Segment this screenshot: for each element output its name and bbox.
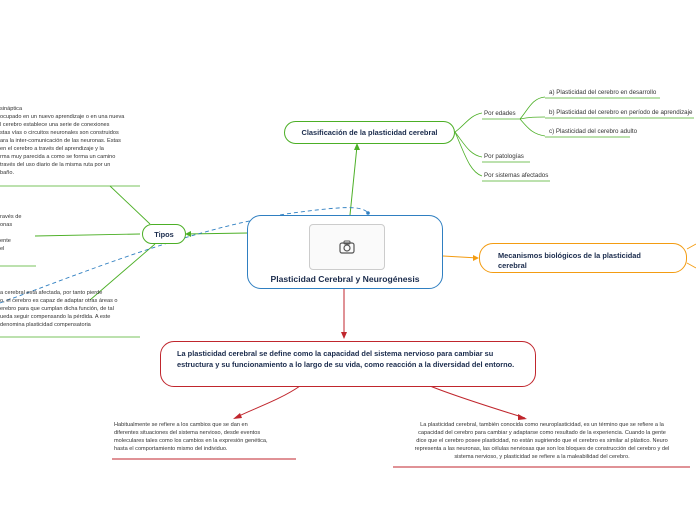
edad-item-a[interactable]: a) Plasticidad del cerebro en desarrollo — [549, 89, 657, 96]
image-placeholder — [309, 224, 385, 270]
mecanismos-title: Mecanismos biológicos de la plasticidad cerebral — [498, 251, 641, 270]
edad-item-c[interactable]: c) Plasticidad del cerebro adulto — [549, 128, 638, 135]
central-title: Plasticidad Cerebral y Neurogénesis — [270, 274, 420, 284]
mecanismos-node[interactable] — [479, 243, 687, 273]
connector-mecanismos-right2 — [687, 263, 696, 268]
edad-item-b[interactable]: b) Plasticidad del cerebro en período de aprendizaje — [549, 109, 693, 116]
connector-definition-left — [235, 386, 300, 418]
connector-edades-b — [520, 117, 545, 119]
connector-clas-sistemas — [455, 132, 482, 176]
bottom-right-text[interactable]: La plasticidad cerebral, también conocida como neuroplasticidad, es un término que se refiere a la capacidad del cerebro para cambiar y adaptarse como resultado de la experiencia. Cuando la gente dice que el cerebro posee plasticidad, no están sugiriendo que el cerebro es similar al plástico. Neuro representa a las neuronas, las células nerviosas que son los bloques de construcción del cerebro y del sistema nervioso, y plasticidad se refiere a la maleabilidad del cerebro. — [414, 422, 670, 460]
arrowhead — [518, 414, 527, 420]
arrowhead — [233, 413, 242, 419]
camera-icon — [339, 240, 355, 254]
connector-central-mecanismos — [443, 256, 478, 258]
clasificacion-node[interactable] — [284, 121, 455, 144]
connector-central-tipos — [186, 233, 248, 234]
por-edades-label[interactable]: Por edades — [484, 110, 516, 117]
connector-edades-a — [520, 97, 545, 119]
connector-central-clasificacion — [350, 146, 357, 215]
connector-clas-edades — [455, 113, 482, 132]
arrowhead — [354, 143, 360, 150]
arrowhead — [341, 332, 347, 339]
clasificacion-title: Clasificación de la plasticidad cerebral — [301, 128, 438, 137]
definition-node[interactable] — [160, 341, 536, 387]
tipos-compensatoria-text[interactable]: a cerebral está afectada, por tanto pierde o, el cerebro es capaz de adaptar otras áreas o erebro para que cumplan dicha función, de tal ueda seguir compensando la pérdida. A este denomina plasticidad compensatoria — [0, 290, 118, 328]
tipos-node[interactable] — [142, 224, 186, 244]
tipos-middle-text[interactable]: ravés de onas ente el — [0, 214, 22, 252]
connector-mecanismos-right1 — [687, 244, 696, 249]
central-topic-node[interactable] — [247, 215, 443, 289]
por-patologias-label[interactable]: Por patologías — [484, 153, 524, 160]
connector-definition-right — [430, 386, 525, 418]
tipos-title: Tipos — [154, 230, 174, 239]
connector-tipos-middle — [35, 234, 140, 236]
definition-text: La plasticidad cerebral se define como la capacidad del sistema nervioso para cambiar su estructura y su funcionamiento a lo largo de su vida, como reacción a la diversidad del entorno. — [177, 349, 515, 369]
bottom-left-text[interactable]: Habitualmente se refiere a los cambios que se dan en diferentes situaciones del sistema nervioso, desde eventos moleculares tales como los cambios en la expresión genética, hasta el comportamiento mismo del individuo. — [114, 422, 268, 452]
connector-tipos-sinaptica — [110, 186, 150, 224]
tipos-sinaptica-text[interactable]: sináptica ocupado en un nuevo aprendizaje o en una nueva l cerebro establece una serie de conexiones stas vías o circuitos neuronales son construidos ara la inter-comunicación de las neuronas. Estas en el cerebro a través del aprendizaje y la rma muy parecida a como se forma un camino través del uso diario de la misma ruta por un baño. — [0, 106, 125, 176]
connector-clas-patologias — [455, 132, 482, 157]
connector-edades-c — [520, 119, 545, 136]
por-sistemas-label[interactable]: Por sistemas afectados — [484, 172, 549, 179]
